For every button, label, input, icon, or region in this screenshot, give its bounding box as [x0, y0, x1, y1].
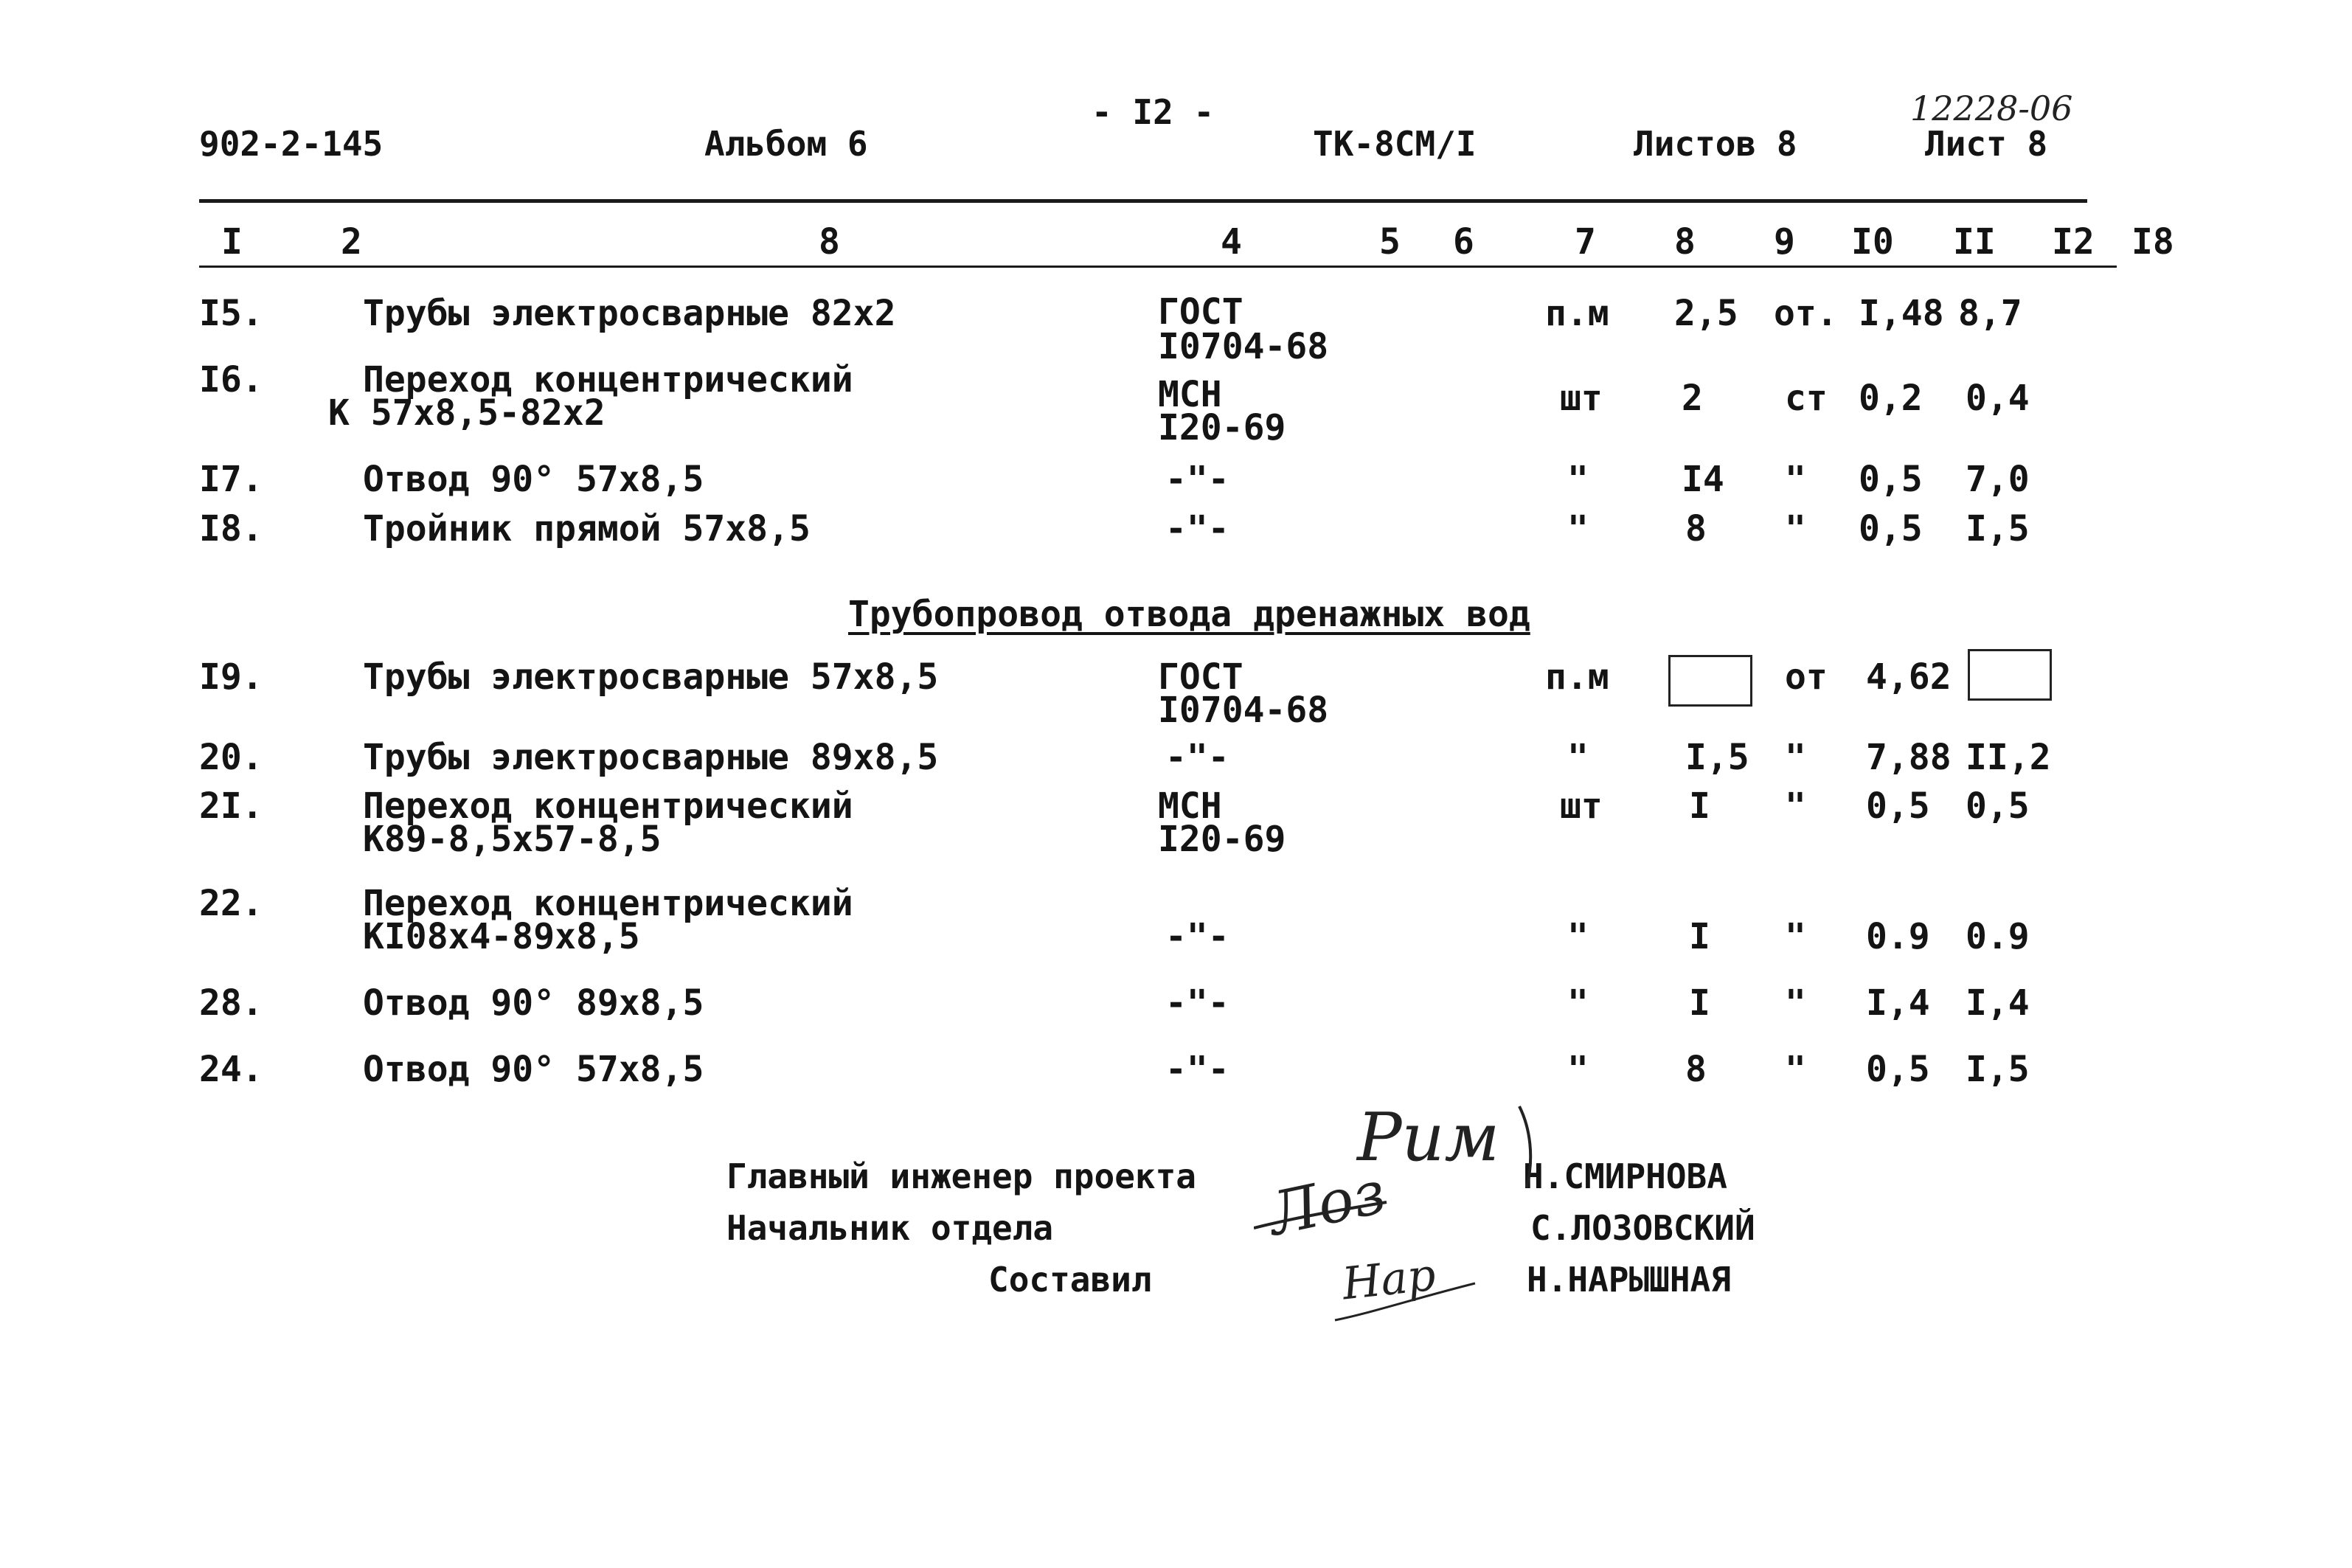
- column-number: I: [221, 221, 243, 263]
- item-standard: -"-: [1165, 982, 1229, 1024]
- item-col9: ": [1785, 982, 1806, 1024]
- item-name-line2: КI08x4-89x8,5: [363, 916, 640, 957]
- chief-engineer-label: Главный инженер проекта: [726, 1156, 1196, 1196]
- column-number: II: [1953, 221, 1996, 263]
- album-label: Альбом 6: [704, 124, 868, 164]
- column-number: 6: [1453, 221, 1474, 263]
- item-col10: 4,62: [1866, 656, 1952, 698]
- item-name: Отвод 90° 89x8,5: [363, 982, 704, 1024]
- item-unit: ": [1567, 737, 1589, 778]
- item-col9: ": [1785, 737, 1806, 778]
- column-number: 4: [1221, 221, 1242, 263]
- item-quantity: I4: [1682, 459, 1724, 500]
- row-number: I7.: [199, 459, 263, 500]
- document-designation: 902-2-145: [199, 124, 384, 164]
- item-quantity: 2,5: [1674, 293, 1738, 334]
- item-quantity: I: [1689, 916, 1710, 957]
- item-col10: I,48: [1859, 293, 1944, 334]
- signature-dept-head: Лоз: [1263, 1157, 1392, 1249]
- column-number: I2: [2052, 221, 2095, 263]
- chief-engineer-name: Н.СМИРНОВА: [1523, 1156, 1727, 1196]
- item-quantity-box: [1668, 655, 1752, 707]
- item-standard: -"-: [1165, 459, 1229, 500]
- item-col11: 0,4: [1966, 378, 2030, 419]
- item-col11: 0.9: [1966, 916, 2030, 957]
- row-number: 2I.: [199, 785, 263, 827]
- item-name: Переход концентрический: [363, 785, 853, 827]
- item-unit: шт: [1560, 785, 1603, 827]
- item-unit: ": [1567, 459, 1589, 500]
- item-name: Трубы электросварные 89x8,5: [363, 737, 939, 778]
- item-name: Отвод 90° 57x8,5: [363, 459, 704, 500]
- item-name-line2: К 57x8,5-82x2: [328, 392, 606, 434]
- item-quantity: 2: [1682, 378, 1703, 419]
- section-title: Трубопровод отвода дренажных вод: [848, 594, 1530, 635]
- item-col10: 0,2: [1859, 378, 1923, 419]
- item-col11: 7,0: [1966, 459, 2030, 500]
- item-quantity: 8: [1685, 1049, 1707, 1090]
- item-unit: шт: [1560, 378, 1603, 419]
- header-rule: [199, 199, 2087, 203]
- column-number: I8: [2131, 221, 2174, 263]
- item-name: Трубы электросварные 82x2: [363, 293, 896, 334]
- column-number: 9: [1774, 221, 1795, 263]
- sheet-label: Лист 8: [1925, 124, 2048, 164]
- item-name: Переход концентрический: [363, 883, 853, 924]
- item-standard: ГОСТ: [1158, 656, 1243, 698]
- item-standard: МСН: [1158, 785, 1222, 827]
- columns-rule: [199, 266, 2117, 268]
- item-standard-number: I20-69: [1158, 819, 1286, 860]
- item-quantity: 8: [1685, 508, 1707, 549]
- signature-stroke: [1335, 1283, 1475, 1320]
- row-number: 28.: [199, 982, 263, 1024]
- item-col9: ": [1785, 785, 1806, 827]
- column-number: I0: [1851, 221, 1894, 263]
- item-col10: 0,5: [1866, 785, 1930, 827]
- item-col9: от: [1785, 656, 1828, 698]
- item-name: Трубы электросварные 57x8,5: [363, 656, 939, 698]
- item-standard-number: I0704-68: [1158, 690, 1329, 731]
- item-col9: ": [1785, 459, 1806, 500]
- item-col11: I,5: [1966, 508, 2030, 549]
- item-col11: 8,7: [1958, 293, 2022, 334]
- signature-chief-engineer: Рим: [1357, 1099, 1500, 1176]
- row-number: I9.: [199, 656, 263, 698]
- item-name-line2: К89-8,5x57-8,5: [363, 819, 662, 860]
- item-unit: п.м: [1545, 293, 1609, 334]
- item-standard: -"-: [1165, 1049, 1229, 1090]
- item-col10: 7,88: [1866, 737, 1952, 778]
- row-number: I6.: [199, 359, 263, 400]
- signature-stroke: [1519, 1106, 1530, 1187]
- row-number: 22.: [199, 883, 263, 924]
- item-quantity: I,5: [1685, 737, 1749, 778]
- item-col10: 0,5: [1859, 459, 1923, 500]
- item-col10: 0,5: [1859, 508, 1923, 549]
- column-number: 7: [1575, 221, 1596, 263]
- item-name: Отвод 90° 57x8,5: [363, 1049, 704, 1090]
- item-unit: ": [1567, 982, 1589, 1024]
- row-number: I5.: [199, 293, 263, 334]
- item-quantity: I: [1689, 982, 1710, 1024]
- item-unit: ": [1567, 916, 1589, 957]
- item-standard: -"-: [1165, 916, 1229, 957]
- column-number: 5: [1379, 221, 1401, 263]
- item-name: Переход концентрический: [363, 359, 853, 400]
- signature-compiler: Нар: [1339, 1249, 1438, 1311]
- item-col9: ": [1785, 916, 1806, 957]
- item-col10: 0.9: [1866, 916, 1930, 957]
- project-code: ТК-8СМ/I: [1313, 124, 1477, 164]
- item-standard: -"-: [1165, 508, 1229, 549]
- column-number: 2: [341, 221, 362, 263]
- signature-stroke: [1254, 1202, 1387, 1228]
- item-unit: п.м: [1545, 656, 1609, 698]
- item-col11: I,5: [1966, 1049, 2030, 1090]
- item-standard: -"-: [1165, 737, 1229, 778]
- column-number: 8: [1674, 221, 1696, 263]
- item-col9: ст: [1785, 378, 1828, 419]
- sheets-total: Листов 8: [1634, 124, 1797, 164]
- item-standard: МСН: [1158, 374, 1222, 415]
- compiled-label: Составил: [988, 1260, 1152, 1300]
- item-quantity: I: [1689, 785, 1710, 827]
- column-number: 8: [819, 221, 840, 263]
- item-unit: ": [1567, 508, 1589, 549]
- item-col9: ": [1785, 1049, 1806, 1090]
- item-name: Тройник прямой 57x8,5: [363, 508, 811, 549]
- item-col9: ": [1785, 508, 1806, 549]
- item-col10: 0,5: [1866, 1049, 1930, 1090]
- item-standard-number: I0704-68: [1158, 326, 1329, 367]
- item-col10: I,4: [1866, 982, 1930, 1024]
- item-unit: ": [1567, 1049, 1589, 1090]
- item-col11: I,4: [1966, 982, 2030, 1024]
- page-number: - I2 -: [1092, 92, 1215, 132]
- row-number: 24.: [199, 1049, 263, 1090]
- item-col11: 0,5: [1966, 785, 2030, 827]
- dept-head-name: С.ЛОЗОВСКИЙ: [1530, 1208, 1755, 1248]
- item-col9: от.: [1774, 293, 1838, 334]
- item-col11: II,2: [1966, 737, 2051, 778]
- handwritten-number: 12228-06: [1910, 89, 2073, 128]
- row-number: I8.: [199, 508, 263, 549]
- dept-head-label: Начальник отдела: [726, 1208, 1054, 1248]
- item-standard-number: I20-69: [1158, 407, 1286, 448]
- row-number: 20.: [199, 737, 263, 778]
- item-standard: ГОСТ: [1158, 291, 1243, 333]
- compiled-name: Н.НАРЫШНАЯ: [1527, 1260, 1731, 1300]
- item-col11-box: [1968, 649, 2052, 701]
- signature-strokes: [1254, 1099, 1549, 1335]
